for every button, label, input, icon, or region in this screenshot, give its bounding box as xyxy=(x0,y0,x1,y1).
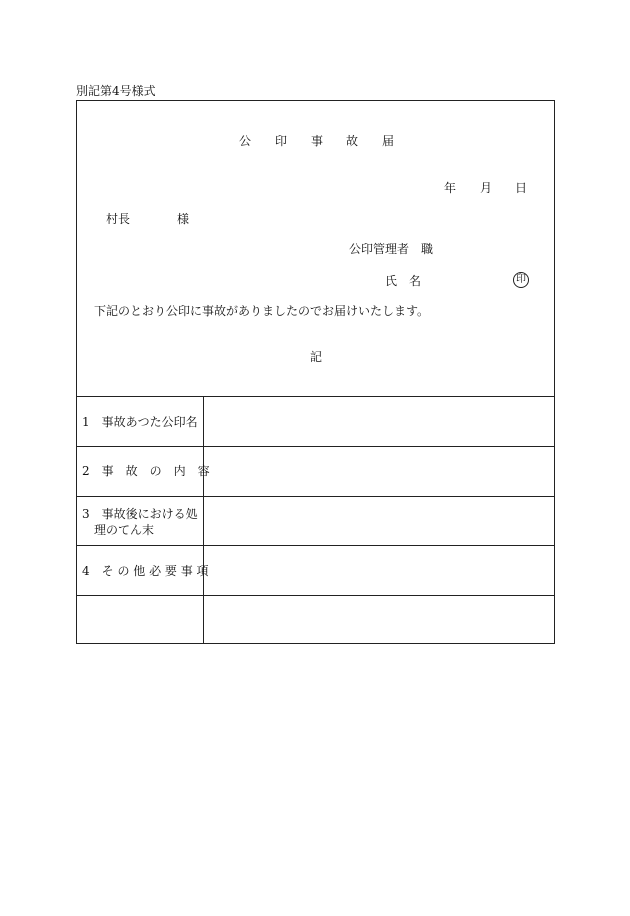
name-label-2: 名 xyxy=(409,274,422,288)
date-day-label: 日 xyxy=(515,181,528,195)
table-row xyxy=(76,545,555,595)
row-label xyxy=(82,414,198,430)
table-row xyxy=(76,595,555,644)
details-table xyxy=(76,396,555,644)
row-label-line: 理のてん末 xyxy=(82,523,155,537)
title-char: 届 xyxy=(382,134,395,148)
row-label xyxy=(82,463,210,479)
form-number: 別記第4号様式 xyxy=(76,84,156,98)
row-label xyxy=(82,563,209,579)
name-label-1: 氏 xyxy=(385,274,398,288)
manager-position-label: 職 xyxy=(421,242,434,256)
title-char: 印 xyxy=(275,134,288,148)
addressee-honorific: 様 xyxy=(177,212,190,226)
date-month-label: 月 xyxy=(480,181,493,195)
title-char: 公 xyxy=(239,134,252,148)
table-row xyxy=(76,396,555,446)
ki-heading: 記 xyxy=(310,350,323,364)
addressee-office: 村長 xyxy=(106,212,131,226)
row-label-line: 2 事 故 の 内 容 xyxy=(82,464,210,478)
row-label-line: 4 そ の 他 必 要 事 項 xyxy=(82,564,209,578)
row-label-line: 1 事故あつた公印名 xyxy=(82,415,198,429)
statement-text: 下記のとおり公印に事故がありましたのでお届けいたします。 xyxy=(94,304,430,318)
table-row xyxy=(76,446,555,496)
manager-label: 公印管理者 xyxy=(349,242,410,256)
row-label-line: 3 事故後における処 xyxy=(82,507,198,521)
date-year-label: 年 xyxy=(444,181,457,195)
title-char: 故 xyxy=(346,134,359,148)
title-char: 事 xyxy=(311,134,324,148)
table-row xyxy=(76,496,555,546)
row-label xyxy=(82,506,198,538)
seal-mark: 印 xyxy=(513,272,529,288)
